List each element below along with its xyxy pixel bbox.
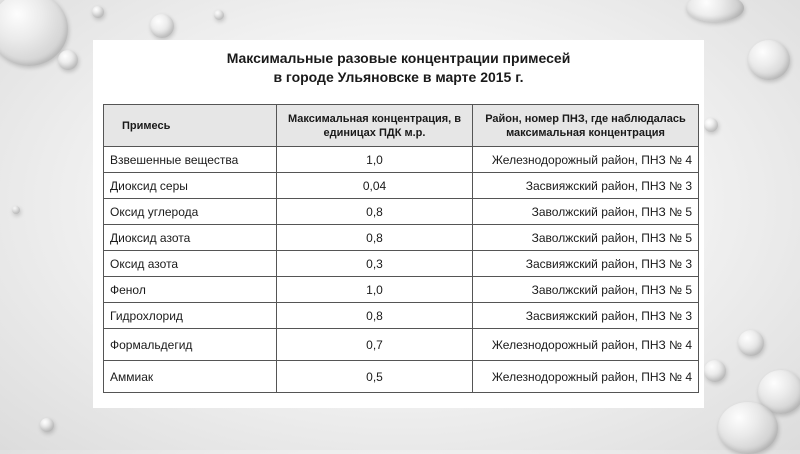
header-substance: Примесь (104, 105, 277, 147)
cell-district: Железнодорожный район, ПНЗ № 4 (473, 361, 699, 393)
cell-district: Заволжский район, ПНЗ № 5 (473, 225, 699, 251)
table-row (104, 251, 699, 277)
table-row (104, 277, 699, 303)
cell-value: 0,3 (277, 251, 473, 277)
concentration-table (103, 104, 699, 393)
cell-value: 0,8 (277, 225, 473, 251)
table-row (104, 329, 699, 361)
cell-district: Засвияжский район, ПНЗ № 3 (473, 251, 699, 277)
cell-value: 1,0 (277, 147, 473, 173)
cell-district: Железнодорожный район, ПНЗ № 4 (473, 329, 699, 361)
title-line-1: Максимальные разовые концентрации примесей (226, 50, 571, 66)
water-drop-decoration (748, 40, 790, 80)
table-row (104, 147, 699, 173)
water-drop-decoration (92, 6, 104, 18)
cell-substance: Фенол (104, 277, 277, 303)
water-drop-decoration (12, 206, 20, 214)
water-drop-decoration (686, 0, 744, 22)
water-drop-decoration (58, 50, 78, 70)
cell-district: Засвияжский район, ПНЗ № 3 (473, 173, 699, 199)
cell-district: Заволжский район, ПНЗ № 5 (473, 277, 699, 303)
water-drop-decoration (40, 418, 54, 432)
water-drop-decoration (718, 402, 778, 454)
cell-substance: Формальдегид (104, 329, 277, 361)
water-drop-decoration (150, 14, 174, 38)
cell-substance: Взвешенные вещества (104, 147, 277, 173)
cell-value: 0,5 (277, 361, 473, 393)
table-row (104, 225, 699, 251)
table-row (104, 303, 699, 329)
header-district: Район, номер ПНЗ, где наблюдалась максимальная концентрация (473, 105, 699, 147)
water-drop-decoration (704, 118, 718, 132)
table-row (104, 361, 699, 393)
cell-substance: Диоксид азота (104, 225, 277, 251)
water-drop-decoration (704, 360, 726, 382)
cell-substance: Оксид углерода (104, 199, 277, 225)
cell-district: Заволжский район, ПНЗ № 5 (473, 199, 699, 225)
cell-value: 0,8 (277, 303, 473, 329)
water-drop-decoration (214, 10, 224, 20)
cell-value: 0,7 (277, 329, 473, 361)
cell-substance: Диоксид серы (104, 173, 277, 199)
table-header-row (104, 105, 699, 147)
cell-substance: Аммиак (104, 361, 277, 393)
title-line-2: в городе Ульяновске в марте 2015 г. (273, 69, 524, 85)
cell-district: Засвияжский район, ПНЗ № 3 (473, 303, 699, 329)
cell-district: Железнодорожный район, ПНЗ № 4 (473, 147, 699, 173)
table-row (104, 173, 699, 199)
slide-content (93, 40, 704, 408)
cell-substance: Гидрохлорид (104, 303, 277, 329)
cell-value: 1,0 (277, 277, 473, 303)
cell-value: 0,8 (277, 199, 473, 225)
table-row (104, 199, 699, 225)
cell-substance: Оксид азота (104, 251, 277, 277)
water-drop-decoration (738, 330, 764, 356)
cell-value: 0,04 (277, 173, 473, 199)
header-max-concentration: Максимальная концентрация, в единицах ПДК м.р. (277, 105, 473, 147)
